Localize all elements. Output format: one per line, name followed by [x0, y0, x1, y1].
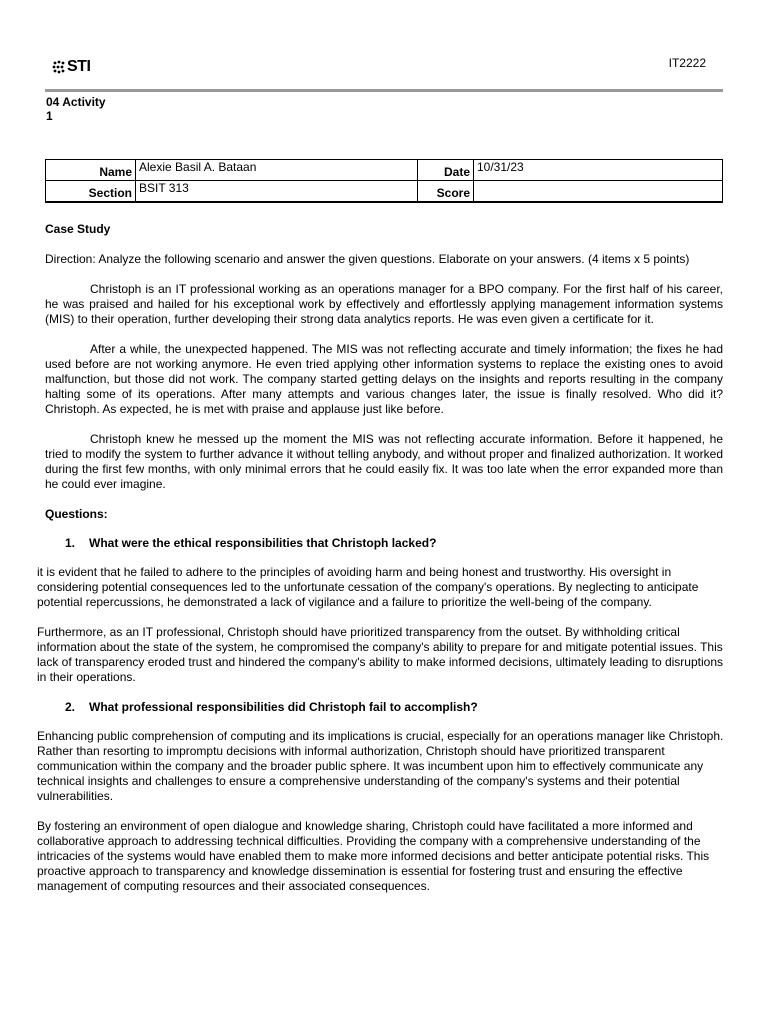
activity-title-line2: 1 [46, 109, 53, 123]
answer-paragraph: By fostering an environment of open dialogue and knowledge sharing, Christoph could have facilitated a more informed and collaborative approach to addressing technical difficulties. Providing the company with a comprehensive understanding of the intricacies of the systems would have enabled them to make more informed decisions and better anticipate potential risks. This proactive approach to transparency and knowledge dissemination is essential for fostering trust and ensuring the effective management of computing resources and their associated consequences. [37, 819, 710, 893]
student-info-table [45, 159, 723, 203]
logo-text: STI [67, 58, 91, 75]
question-text: What professional responsibilities did Christoph fail to accomplish? [89, 700, 478, 714]
sti-logo-icon [52, 60, 66, 74]
question-2 [45, 700, 723, 715]
info-row-name [46, 160, 723, 181]
activity-title-line1: 04 Activity [46, 95, 106, 109]
course-code: IT2222 [668, 56, 706, 70]
answer-paragraph: it is evident that he failed to adhere to the principles of avoiding harm and being honest and trustworthy. His oversight in considering potential consequences led to the unfortunate cessation of the company's operations. By neglecting to anticipate potential repercussions, he demonstrated a lack of vigilance and a failure to prioritize the well-being of the company. [37, 565, 699, 609]
section-field[interactable]: BSIT 313 [136, 181, 418, 203]
questions-heading: Questions: [45, 507, 108, 521]
question-1 [45, 536, 723, 551]
question-number: 1. [65, 536, 76, 550]
section-label: Section [46, 181, 136, 203]
activity-title [46, 95, 106, 123]
question-number: 2. [65, 700, 76, 714]
scenario-paragraph: After a while, the unexpected happened. The MIS was not reflecting accurate and timely information; the fixes he had used before are not working anymore. He even tried applying other information systems to replace the existing ones to avoid malfunction, but those did not work. The company started getting delays on the insights and reports resulting in the company halting some of its operations. After many attempts and various changes later, the issue is finally resolved. Who did it? Christoph. As expected, he is met with praise and applause just like before. [45, 342, 723, 416]
scenario-paragraph: Christoph knew he messed up the moment the MIS was not reflecting accurate information. Before it happened, he tried to modify the system to further advance it without telling anybody, and without proper and finalized authorization. It worked during the first few months, with only minimal errors that he could easily fix. It was too late when the error expanded more than he could ever imagine. [45, 432, 723, 491]
answer-paragraph: Furthermore, as an IT professional, Christoph should have prioritized transparency from the outset. By withholding critical information about the state of the system, he compromised the company's ability to prepare for and mitigate potential issues. This lack of transparency eroded trust and hindered the company's ability to make informed decisions, ultimately leading to disruptions in their operations. [37, 625, 723, 684]
direction-text: Direction: Analyze the following scenario and answer the given questions. Elaborate on your answers. (4 items x 5 points) [45, 252, 690, 266]
date-label: Date [418, 160, 474, 181]
question-text: What were the ethical responsibilities that Christoph lacked? [89, 536, 437, 550]
info-row-section [46, 181, 723, 203]
scenario-paragraph: Christoph is an IT professional working as an operations manager for a BPO company. For the first half of his career, he was praised and hailed for his exceptional work by effectively and effortlessly applying management information systems (MIS) to their operation, further developing their strong data analytics reports. He was even given a certificate for it. [45, 282, 723, 326]
answer-paragraph: Enhancing public comprehension of computing and its implications is crucial, especially for an operations manager like Christoph. Rather than resorting to impromptu decisions with informal authorization, Christoph should have prioritized transparent communication within the company and the broader public sphere. It was incumbent upon him to effectively communicate any technical insights and challenges to ensure a comprehensive understanding of the company's systems and their potential vulnerabilities. [37, 729, 724, 803]
name-label: Name [46, 160, 136, 181]
score-label: Score [418, 181, 474, 203]
document-body [37, 222, 724, 894]
sti-logo [52, 58, 90, 76]
case-study-title: Case Study [45, 222, 111, 236]
name-field[interactable]: Alexie Basil A. Bataan [136, 160, 418, 181]
date-field[interactable]: 10/31/23 [474, 160, 723, 181]
score-field[interactable] [474, 181, 723, 203]
header-divider [45, 89, 723, 92]
